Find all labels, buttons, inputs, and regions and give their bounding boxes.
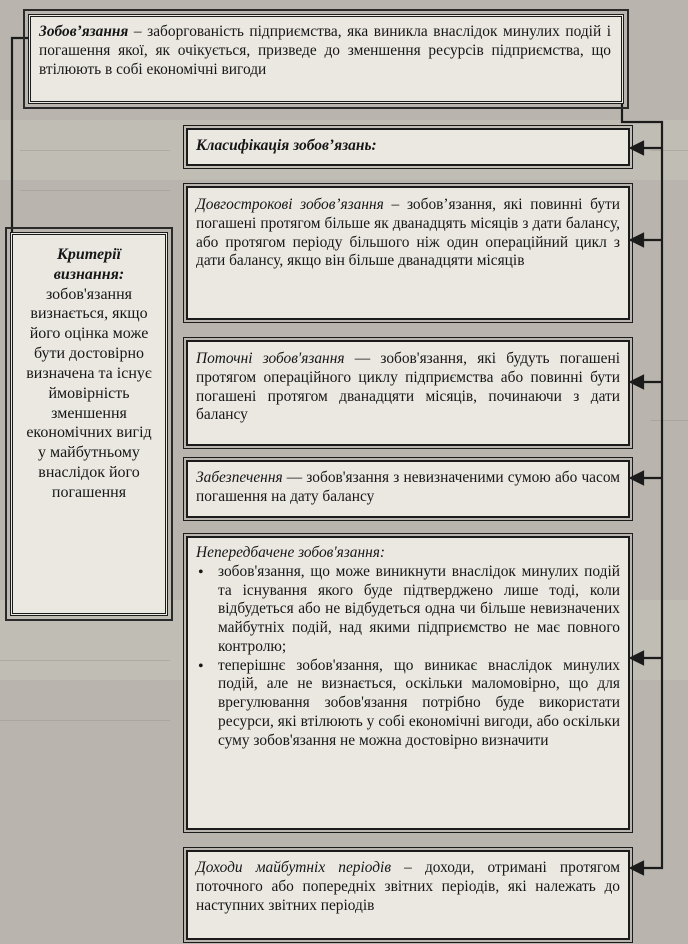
current-term: Поточні зобов'язання [196,350,345,367]
criteria-box [10,232,168,616]
classification-title: Класифікація зобов’язань: [196,137,377,154]
background-texture [20,150,170,151]
contingent-liability-box [186,536,630,830]
background-texture [650,150,688,151]
definition-box [28,14,624,104]
current-text: — зобов'язання, які будуть погашені протягом операційного циклу підприємства або повинні бути погашені протягом дванадцяти місяців, починаючи з дати балансу [196,350,620,424]
background-texture [0,720,170,721]
criteria-term: Критерії визнання: [53,246,125,283]
current-liabilities-box [186,340,630,446]
contingent-item: • теперішнє зобов'язання, що виникає внаслідок минулих подій, але не визнається, оскільки маломовірно, що для врегулювання зобов'язання потрібно буде використати ресурси, які втілюють у собі економічні вигоди, або оскільки суму зобов'язання не можна достовірно визначити [196,657,620,751]
definition-term: Зобов’язання [39,23,129,40]
deferred-income-box [186,850,630,940]
contingent-item: • зобов'язання, що може виникнути внаслідок минулих подій та існування якого буде підтверджено лише тоді, коли відбудеться або не відбудеться одна чи більше невизначених майбутніх подій, над якими підприємство не має повного контролю; [196,563,620,657]
provision-text: — зобов'язання з невизначеними сумою або часом погашення на дату балансу [196,469,620,505]
background-texture [650,420,688,421]
long-term-term: Довгострокові зобов’язання [196,196,384,213]
deferred-term: Доходи майбутніх періодів [196,859,392,876]
background-texture [20,190,170,191]
provision-term: Забезпечення [196,469,283,486]
provision-box [186,460,630,518]
classification-box [186,128,630,166]
deferred-text: – доходи, отримані протягом поточного або попередніх звітних періодів, які належать до наступних звітних періодів [196,859,621,914]
long-term-text: – зобов’язання, які повинні бути погашені протягом більше як дванадцять місяців з дати балансу, або протягом періоду більшого ніж один операційний цикл з дати балансу, якщо він більше дванадцяти місяців [196,196,621,270]
contingent-list [196,563,620,751]
contingent-term: Непередбачене зобов'язання: [196,544,386,561]
long-term-liabilities-box [186,186,630,320]
criteria-text: зобов'язання визнається, якщо його оцінка може бути достовірно визначена та існує ймовірність зменшення економічних вигід у майбутньому внаслідок його погашення [26,285,152,501]
background-texture [0,660,170,661]
definition-text: – заборгованість підприємства, яка виникла внаслідок минулих подій і погашення якої, як очікується, призведе до зменшення ресурсів підприємства, що втілюють в собі економічні вигоди [39,23,611,78]
